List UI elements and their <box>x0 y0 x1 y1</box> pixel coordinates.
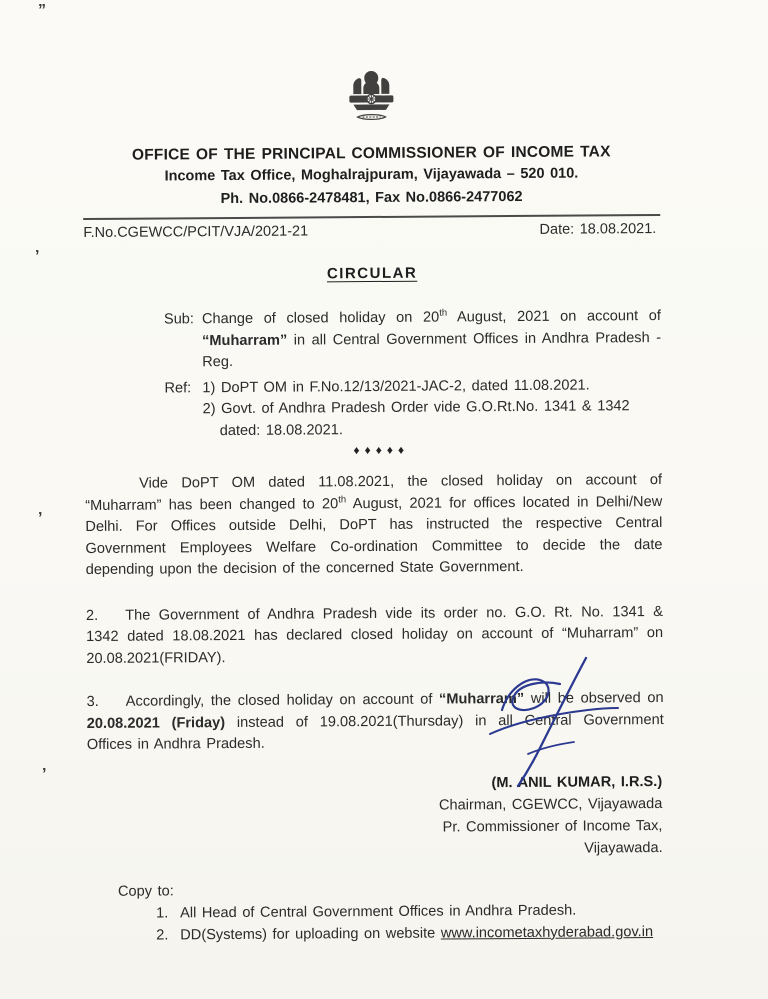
signatory-designation: Pr. Commissioner of Income Tax, <box>442 817 663 836</box>
paragraph-1 <box>85 470 663 582</box>
handwritten-signature <box>468 650 643 795</box>
paragraph-number: 2. <box>85 607 99 624</box>
scan-artifact-mark: ’ <box>38 510 43 527</box>
reference-item: 1) DoPT OM in F.No.12/13/2021-JAC-2, dated 11.08.2021. <box>202 376 590 396</box>
scan-artifact-mark: ’ <box>35 248 40 265</box>
office-name: OFFICE OF THE PRINCIPAL COMMISSIONER OF INCOME TAX <box>131 142 611 164</box>
office-address: Income Tax Office, Moghalrajpuram, Vijayawada – 520 010. <box>164 165 579 185</box>
text-run: will be observed on <box>524 689 664 707</box>
ordinal-superscript: th <box>338 493 347 505</box>
text-run: August, 2021 on account of <box>447 307 661 326</box>
emphasis-run: 20.08.2021 (Friday) <box>86 714 226 732</box>
text-run: instead of 19.08.2021(Thursday) in all Central Government Offices in Andhra Pradesh. <box>86 711 664 754</box>
file-number-row <box>83 219 660 245</box>
subject-block <box>164 306 661 374</box>
emphasis-run: “Muharram” <box>438 690 525 708</box>
file-number: F.No.CGEWCC/PCIT/VJA/2021-21 <box>83 223 309 242</box>
separator-diamonds: ♦♦♦♦♦ <box>353 442 410 458</box>
ordinal-superscript: th <box>439 307 448 319</box>
copy-item <box>156 920 665 946</box>
scan-artifact-mark: ’ <box>42 766 47 783</box>
signatory-title: Chairman, CGEWCC, Vijayawada <box>438 795 663 814</box>
signatory-location: Vijayawada. <box>584 839 663 857</box>
text-run: DD(Systems) for uploading on website <box>180 925 441 943</box>
text-run: Vide DoPT OM dated 11.08.2021, the closed holiday on account of “Muharram” has been changed to 20 <box>85 471 663 514</box>
emphasis-run: “Muharram” <box>202 332 288 349</box>
copy-to-section <box>118 876 665 946</box>
subject-text <box>202 306 661 374</box>
document-title: CIRCULAR <box>326 264 418 282</box>
text-run: The Government of Andhra Pradesh vide its order no. G.O. Rt. No. 1341 & 1342 dated 18.08.2021 has declared closed holiday on account of “Muharram” on 20.08.2021(FRIDAY). <box>86 603 664 667</box>
reference-list <box>202 375 648 443</box>
copy-item-text: All Head of Central Government Offices in Andhra Pradesh. <box>180 902 577 921</box>
copy-item-number: 1. <box>156 904 169 922</box>
reference-block <box>164 374 661 442</box>
reference-item: 2) Govt. of Andhra Pradesh Order vide G.O.Rt.No. 1341 & 1342 dated: 18.08.2021. <box>202 398 630 439</box>
document-content <box>82 0 666 947</box>
subject-label: Sub: <box>163 311 195 328</box>
website-link[interactable]: www.incometaxhyderabad.gov.in <box>440 923 654 942</box>
text-run: in all Central Government Offices in Andhra Pradesh - Reg. <box>202 329 662 371</box>
signatory-name: (M. ANIL KUMAR, I.R.S.) <box>491 773 663 791</box>
ashoka-emblem-icon <box>344 68 398 134</box>
reference-label: Ref: <box>164 379 192 396</box>
office-phone-fax: Ph. No.0866-2478481, Fax No.0866-2477062 <box>220 188 523 207</box>
copy-item-text <box>180 921 653 946</box>
scan-artifact-mark: ” <box>38 2 46 19</box>
text-run: Accordingly, the closed holiday on account of <box>125 691 440 710</box>
text-run: Change of closed holiday on 20 <box>201 309 440 328</box>
paragraph-number: 3. <box>86 693 99 711</box>
document-date: Date: 18.08.2021. <box>539 221 657 238</box>
text-run: August, 2021 for offices located in Delhi/New Delhi. For Offices outside Delhi, DoPT has instructed the respective Central Government Employees Welfare Co-ordination Committee to decide the date depending upon the decision of the concerned State Government. <box>85 493 663 579</box>
copy-to-label: Copy to: <box>117 882 174 900</box>
copy-item-number: 2. <box>156 926 169 944</box>
